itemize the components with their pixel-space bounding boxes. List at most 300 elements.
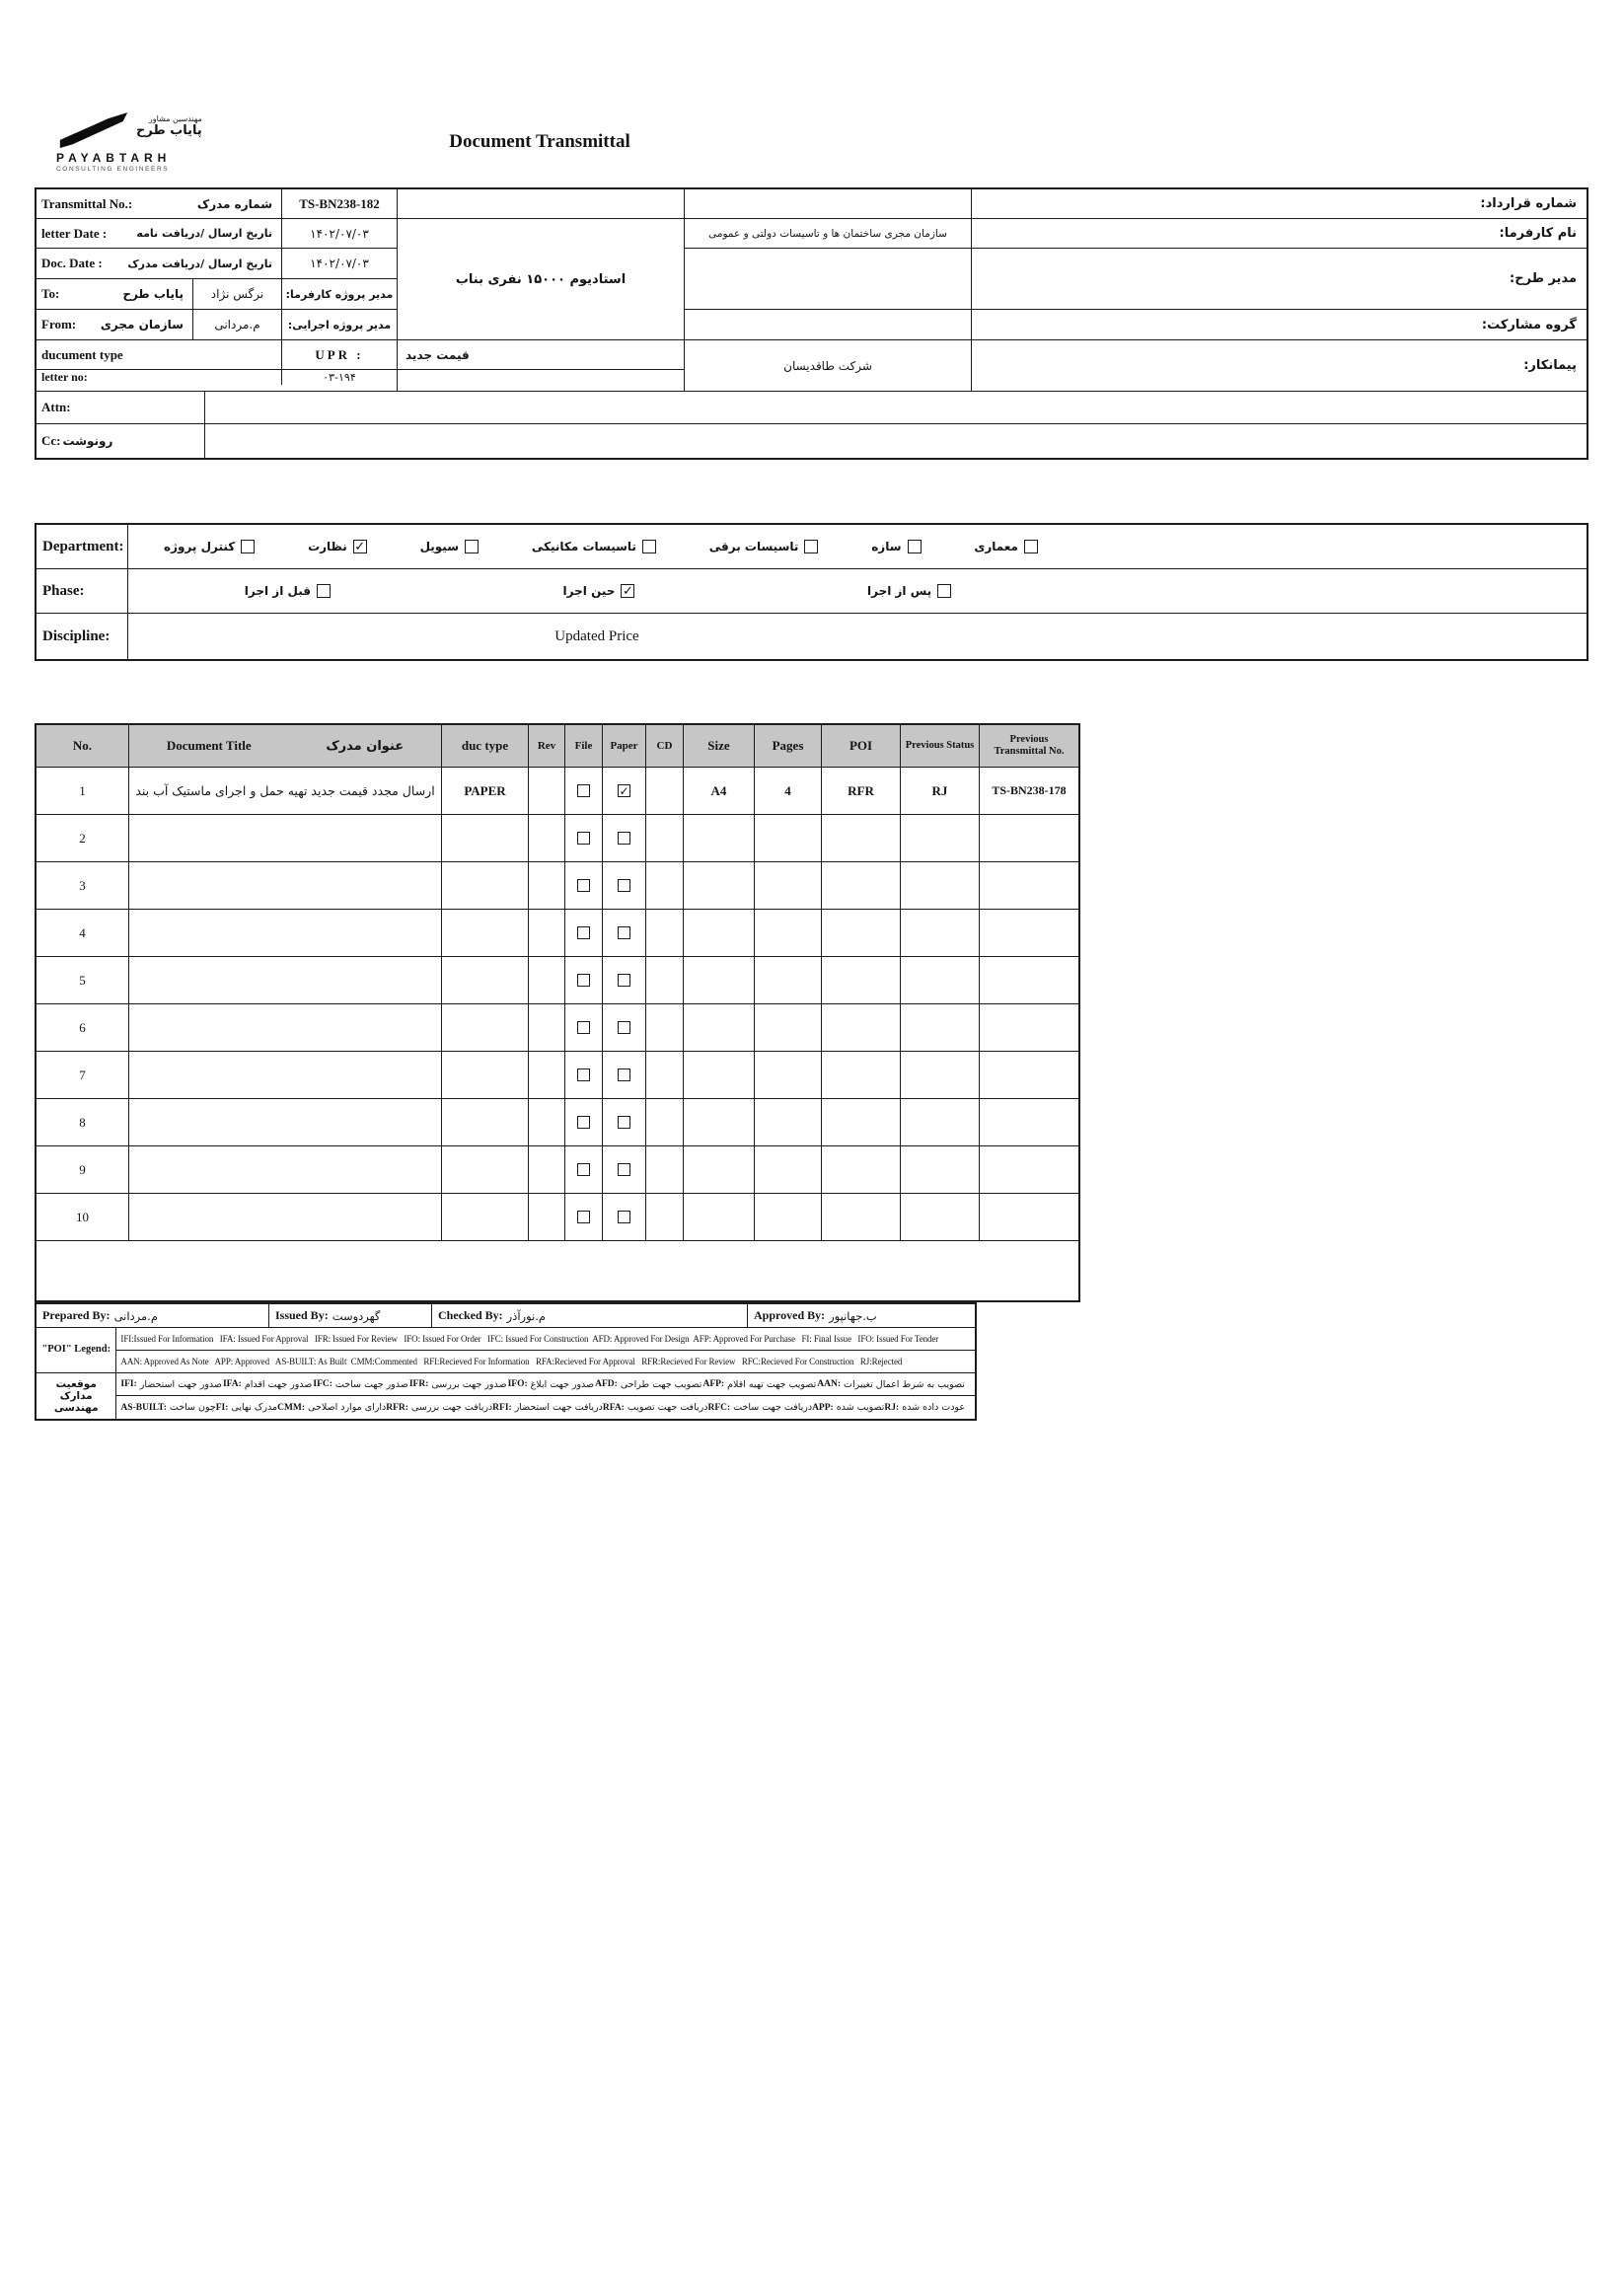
- row-8-cd: [645, 1146, 683, 1193]
- doc-type-code: UPR :: [315, 346, 364, 362]
- row-6-paper-checkbox[interactable]: [618, 1068, 630, 1081]
- row-8-poi: [821, 1146, 900, 1193]
- row-0-no: 1: [79, 782, 86, 798]
- legend-fa1-text-7: تصویب به شرط اعمال تغییرات: [844, 1378, 965, 1390]
- to-value: پایاب طرح: [122, 287, 184, 301]
- checked-by-cell: [431, 1304, 747, 1327]
- header-duc-type: duc type: [441, 725, 528, 767]
- row-6-file-checkbox[interactable]: [577, 1068, 590, 1081]
- row-0-paper-cell: [602, 768, 645, 814]
- design-manager-label-cell: [972, 249, 1587, 310]
- legend-fa2-code-7: APP:: [812, 1402, 834, 1413]
- legend-fa1-code-6: AFP:: [702, 1379, 725, 1389]
- prepared-by-value: م.مردانی: [113, 1308, 158, 1323]
- row-7-paper-checkbox[interactable]: [618, 1116, 630, 1129]
- row-0-file-checkbox[interactable]: [577, 784, 590, 797]
- legend-fa1-text-1: صدور جهت اقدام: [244, 1378, 313, 1390]
- logo-fa-line2: پایاب طرح: [136, 123, 202, 138]
- department-option-0: [164, 540, 255, 553]
- row-0-prev-transmittal: TS-BN238-178: [979, 768, 1078, 814]
- row-8-prev-status: [900, 1146, 979, 1193]
- row-9-title: [128, 1194, 441, 1240]
- phase-checkbox-2[interactable]: [937, 584, 951, 598]
- legend-fa1-text-4: صدور جهت ابلاغ: [530, 1378, 595, 1390]
- legend-fa2-text-6: دریافت جهت ساخت: [733, 1402, 813, 1413]
- legend-fa1-item-1: [223, 1379, 312, 1390]
- row-1-file-cell: [564, 815, 602, 861]
- row-7-duc-type: [441, 1099, 528, 1145]
- row-5-prev-transmittal: [979, 1004, 1078, 1051]
- row-4-cd: [645, 957, 683, 1003]
- approved-by-label: Approved By:: [754, 1308, 826, 1322]
- row-3-no: 4: [79, 924, 86, 940]
- doc-type-desc-cell: [398, 340, 684, 370]
- legend-fa2-text-4: دریافت جهت استحضار: [514, 1402, 603, 1413]
- legend-fa2-text-1: مدرک نهایی: [231, 1402, 278, 1413]
- table-row-7: [37, 1099, 1078, 1146]
- row-5-rev: [528, 1004, 564, 1051]
- legend-fa2-item-3: [386, 1402, 492, 1413]
- row-5-paper-cell: [602, 1004, 645, 1051]
- row-0-poi: RFR: [821, 768, 900, 814]
- phase-checkbox-1[interactable]: [621, 584, 634, 598]
- department-option-label-4: تاسیسات برقی: [708, 540, 799, 553]
- row-1-duc-type: [441, 815, 528, 861]
- row-6-prev-transmittal: [979, 1052, 1078, 1098]
- client-value-cell: [685, 219, 971, 249]
- checked-by-label: Checked By:: [438, 1308, 503, 1322]
- department-checkbox-3[interactable]: [642, 540, 656, 553]
- row-6-cd: [645, 1052, 683, 1098]
- row-4-poi: [821, 957, 900, 1003]
- row-2-size: [683, 862, 754, 909]
- contractor-label-cell: [972, 340, 1587, 391]
- row-1-cd: [645, 815, 683, 861]
- department-checkbox-6[interactable]: [1024, 540, 1038, 553]
- row-4-size: [683, 957, 754, 1003]
- row-1-prev-status: [900, 815, 979, 861]
- row-9-cd: [645, 1194, 683, 1240]
- row-8-duc-type: [441, 1146, 528, 1193]
- row-2-file-cell: [564, 862, 602, 909]
- client-pm-label: مدیر پروژه کارفرما:: [285, 287, 394, 301]
- row-5-size: [683, 1004, 754, 1051]
- phase-option-label-0: قبل از اجرا: [244, 584, 311, 598]
- legend-fa1-item-2: [313, 1379, 407, 1390]
- poi-legend-en-line2: AAN: Approved As Note APP: Approved AS-BUILT: As Built CMM:Commented RFI:Recieved For Information RFA:Recieved For Approval RFR:Recieved For Review RFC:Recieved For Construction RJ:Rejected: [116, 1351, 975, 1373]
- doc-date-label-cell: [37, 249, 281, 278]
- row-9-poi: [821, 1194, 900, 1240]
- row-3-title: [128, 910, 441, 956]
- client-pm-value: نرگس نژاد: [210, 287, 264, 301]
- transmittal-no-label-fa: شماره مدرک: [196, 196, 272, 211]
- row-2-poi: [821, 862, 900, 909]
- header-previous-transmittal: Previous Transmittal No.: [979, 725, 1078, 767]
- header-rev: Rev: [528, 725, 564, 767]
- row-2-paper-cell: [602, 862, 645, 909]
- legend-fa2-item-4: [492, 1402, 603, 1413]
- row-5-file-cell: [564, 1004, 602, 1051]
- row-3-paper-cell: [602, 910, 645, 956]
- signoff-row: [37, 1304, 975, 1328]
- row-1-poi: [821, 815, 900, 861]
- legend-fa1-text-5: تصویب جهت طراحی: [620, 1378, 702, 1390]
- from-label: From:: [41, 317, 77, 332]
- legend-fa2-item-1: [216, 1402, 277, 1413]
- exec-pm-label: مدیر پروژه اجرایی:: [287, 318, 392, 332]
- transmittal-no-value-cell: [281, 189, 397, 218]
- department-option-6: [974, 540, 1038, 553]
- row-0-title-text: ارسال مجدد قیمت جدید تهیه حمل و اجرای ماستیک آب بند: [135, 783, 435, 798]
- doc-type-label-cell: [37, 340, 281, 369]
- row-4-prev-transmittal: [979, 957, 1078, 1003]
- phase-options: [128, 584, 1068, 598]
- poi-legend-label: "POI" Legend:: [37, 1328, 115, 1373]
- table-empty-area: [37, 1241, 1078, 1300]
- department-checkbox-1[interactable]: [353, 540, 367, 553]
- signoff-legend-block: [35, 1302, 977, 1421]
- legend-fa2-code-1: FI:: [215, 1402, 229, 1413]
- phase-option-2: [867, 584, 951, 598]
- row-2-prev-status: [900, 862, 979, 909]
- row-9-paper-checkbox[interactable]: [618, 1211, 630, 1223]
- letter-no-value-cell: [281, 370, 397, 385]
- row-0-cd: [645, 768, 683, 814]
- row-2-rev: [528, 862, 564, 909]
- row-0-paper-checkbox[interactable]: [618, 784, 630, 797]
- legend-fa1-code-0: IFI:: [120, 1379, 137, 1389]
- empty-cell: [398, 370, 684, 391]
- issued-by-value: گهردوست: [332, 1308, 381, 1323]
- page-title: Document Transmittal: [449, 131, 630, 152]
- row-3-size: [683, 910, 754, 956]
- doc-type-code-cell: [281, 340, 397, 369]
- legend-fa2-text-3: دریافت جهت بررسی: [410, 1402, 493, 1413]
- row-7-prev-transmittal: [979, 1099, 1078, 1145]
- row-3-file-cell: [564, 910, 602, 956]
- header-table: [35, 187, 1588, 460]
- row-6-size: [683, 1052, 754, 1098]
- row-8-no: 9: [79, 1161, 86, 1177]
- row-3-cd: [645, 910, 683, 956]
- row-2-cd: [645, 862, 683, 909]
- row-8-file-cell: [564, 1146, 602, 1193]
- row-9-file-checkbox[interactable]: [577, 1211, 590, 1223]
- row-7-file-checkbox[interactable]: [577, 1116, 590, 1129]
- legend-fa2-code-8: RJ:: [884, 1402, 900, 1413]
- table-row-5: [37, 1004, 1078, 1052]
- department-option-label-0: کنترل پروژه: [164, 540, 236, 553]
- doc-date-label-fa: تاریخ ارسال /دریافت مدرک: [127, 257, 272, 270]
- header-title-fa: عنوان مدرک: [326, 738, 405, 754]
- poi-legend-fa-line2: [116, 1396, 975, 1419]
- letter-no-label-cell: [37, 370, 281, 385]
- row-8-size: [683, 1146, 754, 1193]
- row-4-paper-checkbox[interactable]: [618, 974, 630, 987]
- row-4-file-checkbox[interactable]: [577, 974, 590, 987]
- header-poi: POI: [821, 725, 900, 767]
- legend-fa2-item-2: [277, 1402, 386, 1413]
- row-9-paper-cell: [602, 1194, 645, 1240]
- exec-pm-value-cell: [192, 310, 281, 339]
- row-4-prev-status: [900, 957, 979, 1003]
- phase-option-label-1: حین اجرا: [562, 584, 616, 598]
- legend-fa1-text-0: صدور جهت استحضار: [139, 1378, 222, 1390]
- row-1-size: [683, 815, 754, 861]
- row-9-file-cell: [564, 1194, 602, 1240]
- table-header-row: [37, 725, 1078, 768]
- partnership-value-cell: [685, 310, 971, 340]
- transmittal-no-label-cell: [37, 189, 281, 218]
- exec-pm-value: م.مردانی: [214, 318, 260, 332]
- phase-option-0: [245, 584, 331, 598]
- contractor-value-cell: [685, 340, 971, 391]
- row-2-file-checkbox[interactable]: [577, 879, 590, 892]
- transmittal-no-label-en: Transmittal No.:: [41, 195, 133, 211]
- row-6-rev: [528, 1052, 564, 1098]
- to-cell: [37, 279, 192, 309]
- row-3-poi: [821, 910, 900, 956]
- table-row-6: [37, 1052, 1078, 1099]
- row-6-no: 7: [79, 1067, 86, 1082]
- contractor-value: شرکت طاقدیسان: [783, 358, 872, 373]
- row-1-paper-checkbox[interactable]: [618, 832, 630, 845]
- phase-checkbox-0[interactable]: [317, 584, 331, 598]
- attn-label: Attn:: [41, 400, 71, 414]
- row-4-no: 5: [79, 972, 86, 988]
- logo-company-subtitle: CONSULTING ENGINEERS: [56, 166, 170, 173]
- legend-fa1-code-1: IFA:: [222, 1379, 242, 1389]
- legend-fa1-item-3: [409, 1379, 507, 1390]
- client-label-cell: [972, 219, 1587, 249]
- legend-fa1-code-7: AAN:: [817, 1379, 841, 1389]
- issued-by-cell: [268, 1304, 431, 1327]
- row-3-duc-type: [441, 910, 528, 956]
- legend-fa2-code-0: AS-BUILT:: [120, 1402, 167, 1413]
- legend-fa1-item-0: [120, 1379, 222, 1390]
- row-8-pages: [754, 1146, 821, 1193]
- department-option-label-1: نظارت: [308, 540, 347, 553]
- letter-date-label-fa: تاریخ ارسال /دریافت نامه: [136, 227, 272, 240]
- row-2-no: 3: [79, 877, 86, 893]
- partnership-label: گروه مشارکت:: [1481, 317, 1577, 332]
- legend-fa2-code-4: RFI:: [492, 1402, 512, 1413]
- row-5-pages: [754, 1004, 821, 1051]
- header-pages: Pages: [754, 725, 821, 767]
- row-8-prev-transmittal: [979, 1146, 1078, 1193]
- row-1-title: [128, 815, 441, 861]
- department-option-label-5: سازه: [871, 540, 902, 553]
- project-name-cell: [398, 219, 684, 340]
- row-1-file-checkbox[interactable]: [577, 832, 590, 845]
- attn-value-cell: [204, 392, 1587, 423]
- row-8-title: [128, 1146, 441, 1193]
- header-title-en: Document Title: [166, 738, 252, 753]
- row-1-rev: [528, 815, 564, 861]
- approved-by-value: ب.جهانپور: [829, 1308, 877, 1323]
- row-4-rev: [528, 957, 564, 1003]
- contract-no-label-cell: [972, 189, 1587, 219]
- row-5-title: [128, 1004, 441, 1051]
- from-cell: [37, 310, 192, 339]
- client-pm-value-cell: [192, 279, 281, 309]
- legend-fa2-text-0: چون ساخت: [169, 1402, 216, 1413]
- row-0-file-cell: [564, 768, 602, 814]
- department-checkbox-5[interactable]: [908, 540, 922, 553]
- letter-no-value: ۰۳-۱۹۴: [323, 371, 356, 384]
- row-6-pages: [754, 1052, 821, 1098]
- row-9-no: 10: [76, 1209, 89, 1224]
- legend-fa2-item-6: [707, 1402, 812, 1413]
- table-row-3: [37, 910, 1078, 957]
- letter-date-label-en: letter Date :: [41, 225, 108, 241]
- row-1-paper-cell: [602, 815, 645, 861]
- legend-fa2-text-2: دارای موارد اصلاحی: [308, 1402, 387, 1413]
- doc-type-desc: قیمت جدید: [406, 347, 470, 362]
- contractor-label: پیمانکار:: [1523, 358, 1577, 373]
- table-row-1: [37, 815, 1078, 862]
- letter-date-value-cell: [281, 219, 397, 248]
- header-no: No.: [72, 738, 93, 753]
- legend-fa1-item-6: [702, 1379, 816, 1390]
- client-pm-label-cell: [281, 279, 397, 309]
- discipline-label: Discipline:: [37, 614, 128, 659]
- department-option-1: [308, 540, 367, 553]
- row-7-rev: [528, 1099, 564, 1145]
- legend-fa1-text-3: صدور جهت بررسی: [431, 1378, 507, 1390]
- phase-option-1: [563, 584, 635, 598]
- row-6-poi: [821, 1052, 900, 1098]
- row-7-paper-cell: [602, 1099, 645, 1145]
- row-9-pages: [754, 1194, 821, 1240]
- row-4-title: [128, 957, 441, 1003]
- row-9-prev-transmittal: [979, 1194, 1078, 1240]
- issued-by-label: Issued By:: [275, 1308, 329, 1322]
- header-document-title: [128, 725, 441, 767]
- row-7-prev-status: [900, 1099, 979, 1145]
- row-0-rev: [528, 768, 564, 814]
- classification-table: [35, 523, 1588, 661]
- legend-fa2-code-6: RFC:: [707, 1402, 731, 1413]
- row-3-pages: [754, 910, 821, 956]
- row-7-no: 8: [79, 1114, 86, 1130]
- design-manager-label: مدیر طرح:: [1510, 271, 1577, 286]
- prepared-by-label: Prepared By:: [42, 1308, 111, 1322]
- project-name: استادیوم ۱۵۰۰۰ نفری بناب: [455, 271, 627, 287]
- row-2-title: [128, 862, 441, 909]
- row-9-rev: [528, 1194, 564, 1240]
- legend-fa1-text-2: صدور جهت ساخت: [334, 1378, 408, 1390]
- letter-date-label-cell: [37, 219, 281, 248]
- cc-label-fa: رونوشت: [62, 434, 113, 448]
- row-0-title: [128, 768, 441, 814]
- header-cd: CD: [645, 725, 683, 767]
- row-5-no: 6: [79, 1019, 86, 1035]
- row-2-duc-type: [441, 862, 528, 909]
- approved-by-cell: [747, 1304, 975, 1327]
- row-2-prev-transmittal: [979, 862, 1078, 909]
- table-row-8: [37, 1146, 1078, 1194]
- legend-fa2-item-7: [812, 1402, 884, 1413]
- row-9-size: [683, 1194, 754, 1240]
- row-5-file-checkbox[interactable]: [577, 1021, 590, 1034]
- row-3-rev: [528, 910, 564, 956]
- department-checkbox-0[interactable]: [241, 540, 255, 553]
- row-8-rev: [528, 1146, 564, 1193]
- legend-fa2-text-5: دریافت جهت تصویب: [627, 1402, 708, 1413]
- row-7-file-cell: [564, 1099, 602, 1145]
- table-row-9: [37, 1194, 1078, 1241]
- legend-fa1-code-2: IFC:: [313, 1379, 332, 1389]
- doc-date-value: ۱۴۰۲/۰۷/۰۳: [310, 257, 369, 270]
- attn-label-cell: [37, 392, 204, 423]
- row-0-pages: 4: [754, 768, 821, 814]
- department-label: Department:: [37, 525, 128, 568]
- row-3-prev-transmittal: [979, 910, 1078, 956]
- department-option-label-6: معماری: [974, 540, 1018, 553]
- row-5-paper-checkbox[interactable]: [618, 1021, 630, 1034]
- department-option-label-3: تاسیسات مکانیکی: [531, 540, 636, 553]
- row-1-pages: [754, 815, 821, 861]
- row-7-cd: [645, 1099, 683, 1145]
- row-6-title: [128, 1052, 441, 1098]
- legend-fa2-item-8: [884, 1402, 965, 1413]
- table-row-0: [37, 768, 1078, 815]
- row-5-cd: [645, 1004, 683, 1051]
- contract-no-value-cell: [685, 189, 971, 219]
- row-4-paper-cell: [602, 957, 645, 1003]
- row-8-paper-checkbox[interactable]: [618, 1163, 630, 1176]
- department-option-2: [420, 540, 479, 553]
- row-0-duc-type: PAPER: [441, 768, 528, 814]
- row-3-paper-checkbox[interactable]: [618, 926, 630, 939]
- row-6-prev-status: [900, 1052, 979, 1098]
- row-2-paper-checkbox[interactable]: [618, 879, 630, 892]
- row-5-prev-status: [900, 1004, 979, 1051]
- checked-by-value: م.نورآذر: [506, 1308, 547, 1323]
- legend-fa1-code-3: IFR:: [408, 1379, 429, 1389]
- department-checkbox-2[interactable]: [465, 540, 479, 553]
- doc-date-label-en: Doc. Date :: [41, 256, 103, 270]
- exec-pm-label-cell: [281, 310, 397, 339]
- row-3-file-checkbox[interactable]: [577, 926, 590, 939]
- row-5-poi: [821, 1004, 900, 1051]
- letter-no-label: letter no:: [41, 370, 88, 384]
- letter-date-value: ۱۴۰۲/۰۷/۰۳: [310, 226, 369, 241]
- department-checkbox-4[interactable]: [804, 540, 818, 553]
- doc-date-value-cell: [281, 249, 397, 278]
- row-8-file-checkbox[interactable]: [577, 1163, 590, 1176]
- from-value: سازمان مجری: [100, 318, 184, 332]
- legend-fa2-code-5: RFA:: [602, 1402, 625, 1413]
- design-manager-value-cell: [685, 249, 971, 310]
- legend-fa2-code-2: CMM:: [277, 1402, 306, 1413]
- row-0-prev-status: RJ: [900, 768, 979, 814]
- header-paper: Paper: [602, 725, 645, 767]
- row-6-paper-cell: [602, 1052, 645, 1098]
- legend-fa1-text-6: تصویب جهت تهیه اقلام: [727, 1378, 817, 1390]
- discipline-value: Updated Price: [554, 627, 639, 644]
- row-9-prev-status: [900, 1194, 979, 1240]
- row-7-pages: [754, 1099, 821, 1145]
- row-2-pages: [754, 862, 821, 909]
- to-label: To:: [41, 286, 60, 301]
- phase-option-label-2: پس از اجرا: [867, 584, 932, 598]
- cc-label-cell: [37, 424, 204, 458]
- client-value: سازمان مجری ساختمان ها و تاسیسات دولتی و عمومی: [708, 227, 947, 240]
- row-7-size: [683, 1099, 754, 1145]
- legend-fa2-code-3: RFR:: [386, 1402, 408, 1413]
